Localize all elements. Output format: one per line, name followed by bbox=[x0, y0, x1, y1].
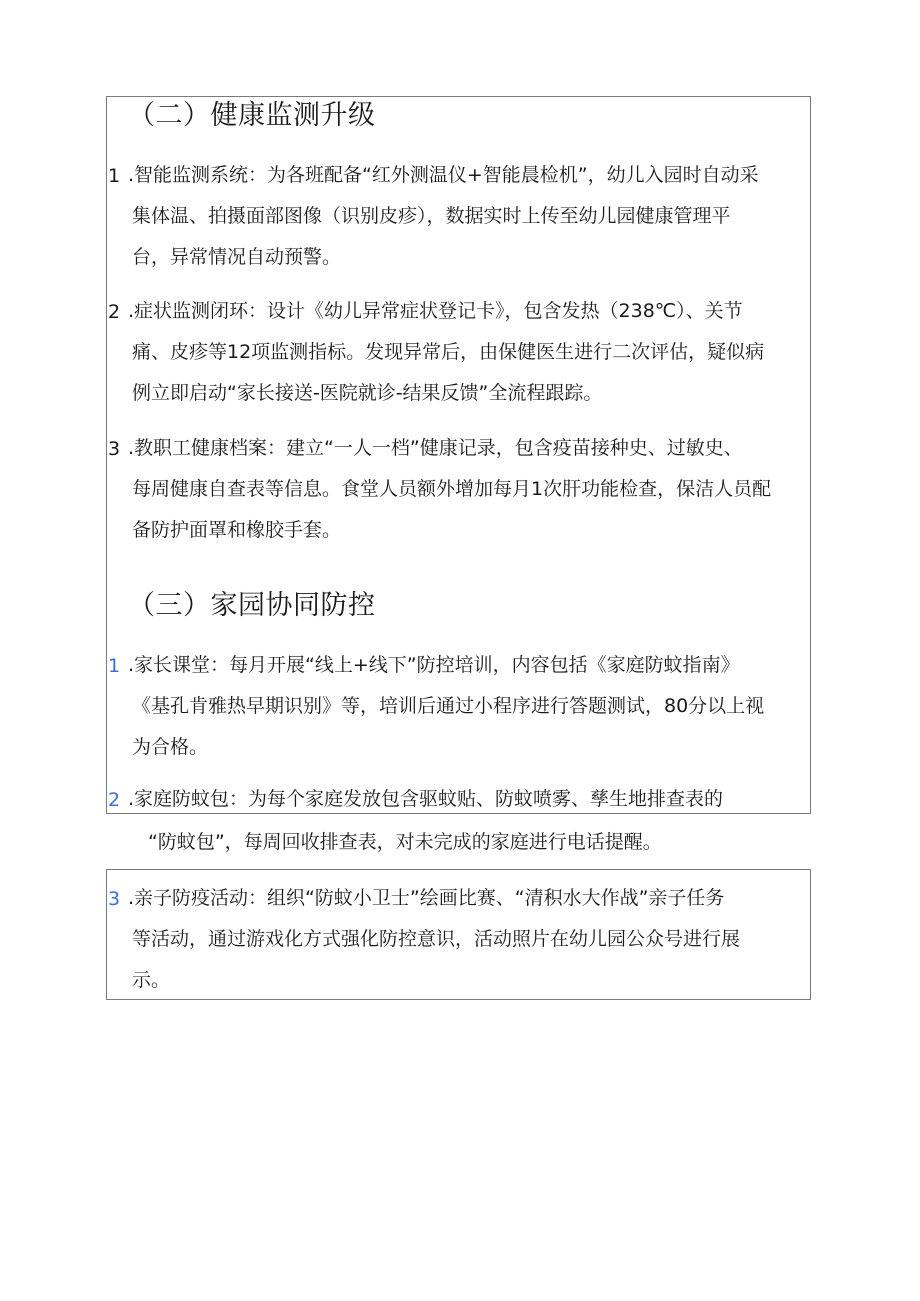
list-item-parent-class bbox=[128, 645, 810, 768]
paragraph-line: 例立即启动“家长接送-医院就诊-结果反馈”全流程跟踪。 bbox=[132, 382, 603, 404]
paragraph-line: .智能监测系统：为各班配备“红外测温仪+智能晨检机”，幼儿入园时自动采 bbox=[128, 164, 759, 186]
paragraph-line: .亲子防疫活动：组织“防蚊小卫士”绘画比赛、“清积水大作战”亲子任务 bbox=[128, 887, 725, 909]
paragraph-line: 集体温、拍摄面部图像（识别皮疹），数据实时上传至幼儿园健康管理平 bbox=[132, 205, 731, 227]
list-number: 3 bbox=[108, 888, 121, 910]
list-item-staff-health-records bbox=[128, 428, 810, 551]
paragraph-line: 台，异常情况自动预警。 bbox=[132, 246, 342, 268]
paragraph-line: 为合格。 bbox=[132, 736, 209, 758]
paragraph-line: 示。 bbox=[132, 969, 171, 991]
paragraph-line: 《基孔肯雅热早期识别》等，培训后通过小程序进行答题测试，80分以上视 bbox=[132, 695, 765, 717]
paragraph-line: .家长课堂：每月开展“线上+线下”防控培训，内容包括《家庭防蚊指南》 bbox=[128, 654, 740, 676]
paragraph-line: 等活动，通过游戏化方式强化防控意识，活动照片在幼儿园公众号进行展 bbox=[132, 928, 741, 950]
paragraph-line: .教职工健康档案：建立“一人一档”健康记录，包含疫苗接种史、过敏史、 bbox=[128, 437, 743, 459]
list-number: 3 bbox=[108, 438, 121, 460]
paragraph-line: .家庭防蚊包：为每个家庭发放包含驱蚊贴、防蚊喷雾、孳生地排查表的 bbox=[128, 788, 724, 810]
paragraph-line: .症状监测闭环：设计《幼儿异常症状登记卡》，包含发热（238℃）、关节 bbox=[128, 300, 743, 322]
list-item-smart-monitoring bbox=[128, 155, 810, 278]
section-heading-home-school: （三）家园协同防控 bbox=[128, 590, 376, 621]
paragraph-line: 备防护面罩和橡胶手套。 bbox=[132, 519, 342, 541]
section-heading-health-monitoring: （二）健康监测升级 bbox=[128, 100, 376, 131]
list-item-parent-child-activity bbox=[128, 878, 810, 1001]
paragraph-line: 痛、皮疹等12项监测指标。发现异常后，由保健医生进行二次评估，疑似病 bbox=[132, 341, 765, 363]
list-number: 2 bbox=[108, 301, 121, 323]
paragraph-line-continued: “防蚊包”，每周回收排查表，对未完成的家庭进行电话提醒。 bbox=[148, 831, 662, 853]
list-item-symptom-monitoring bbox=[128, 291, 810, 414]
list-number: 1 bbox=[108, 165, 121, 187]
list-number: 1 bbox=[108, 655, 121, 677]
list-item-mosquito-kit bbox=[128, 779, 810, 820]
list-number: 2 bbox=[108, 789, 121, 811]
paragraph-line: 每周健康自查表等信息。食堂人员额外增加每月1次肝功能检查，保洁人员配 bbox=[132, 478, 772, 500]
